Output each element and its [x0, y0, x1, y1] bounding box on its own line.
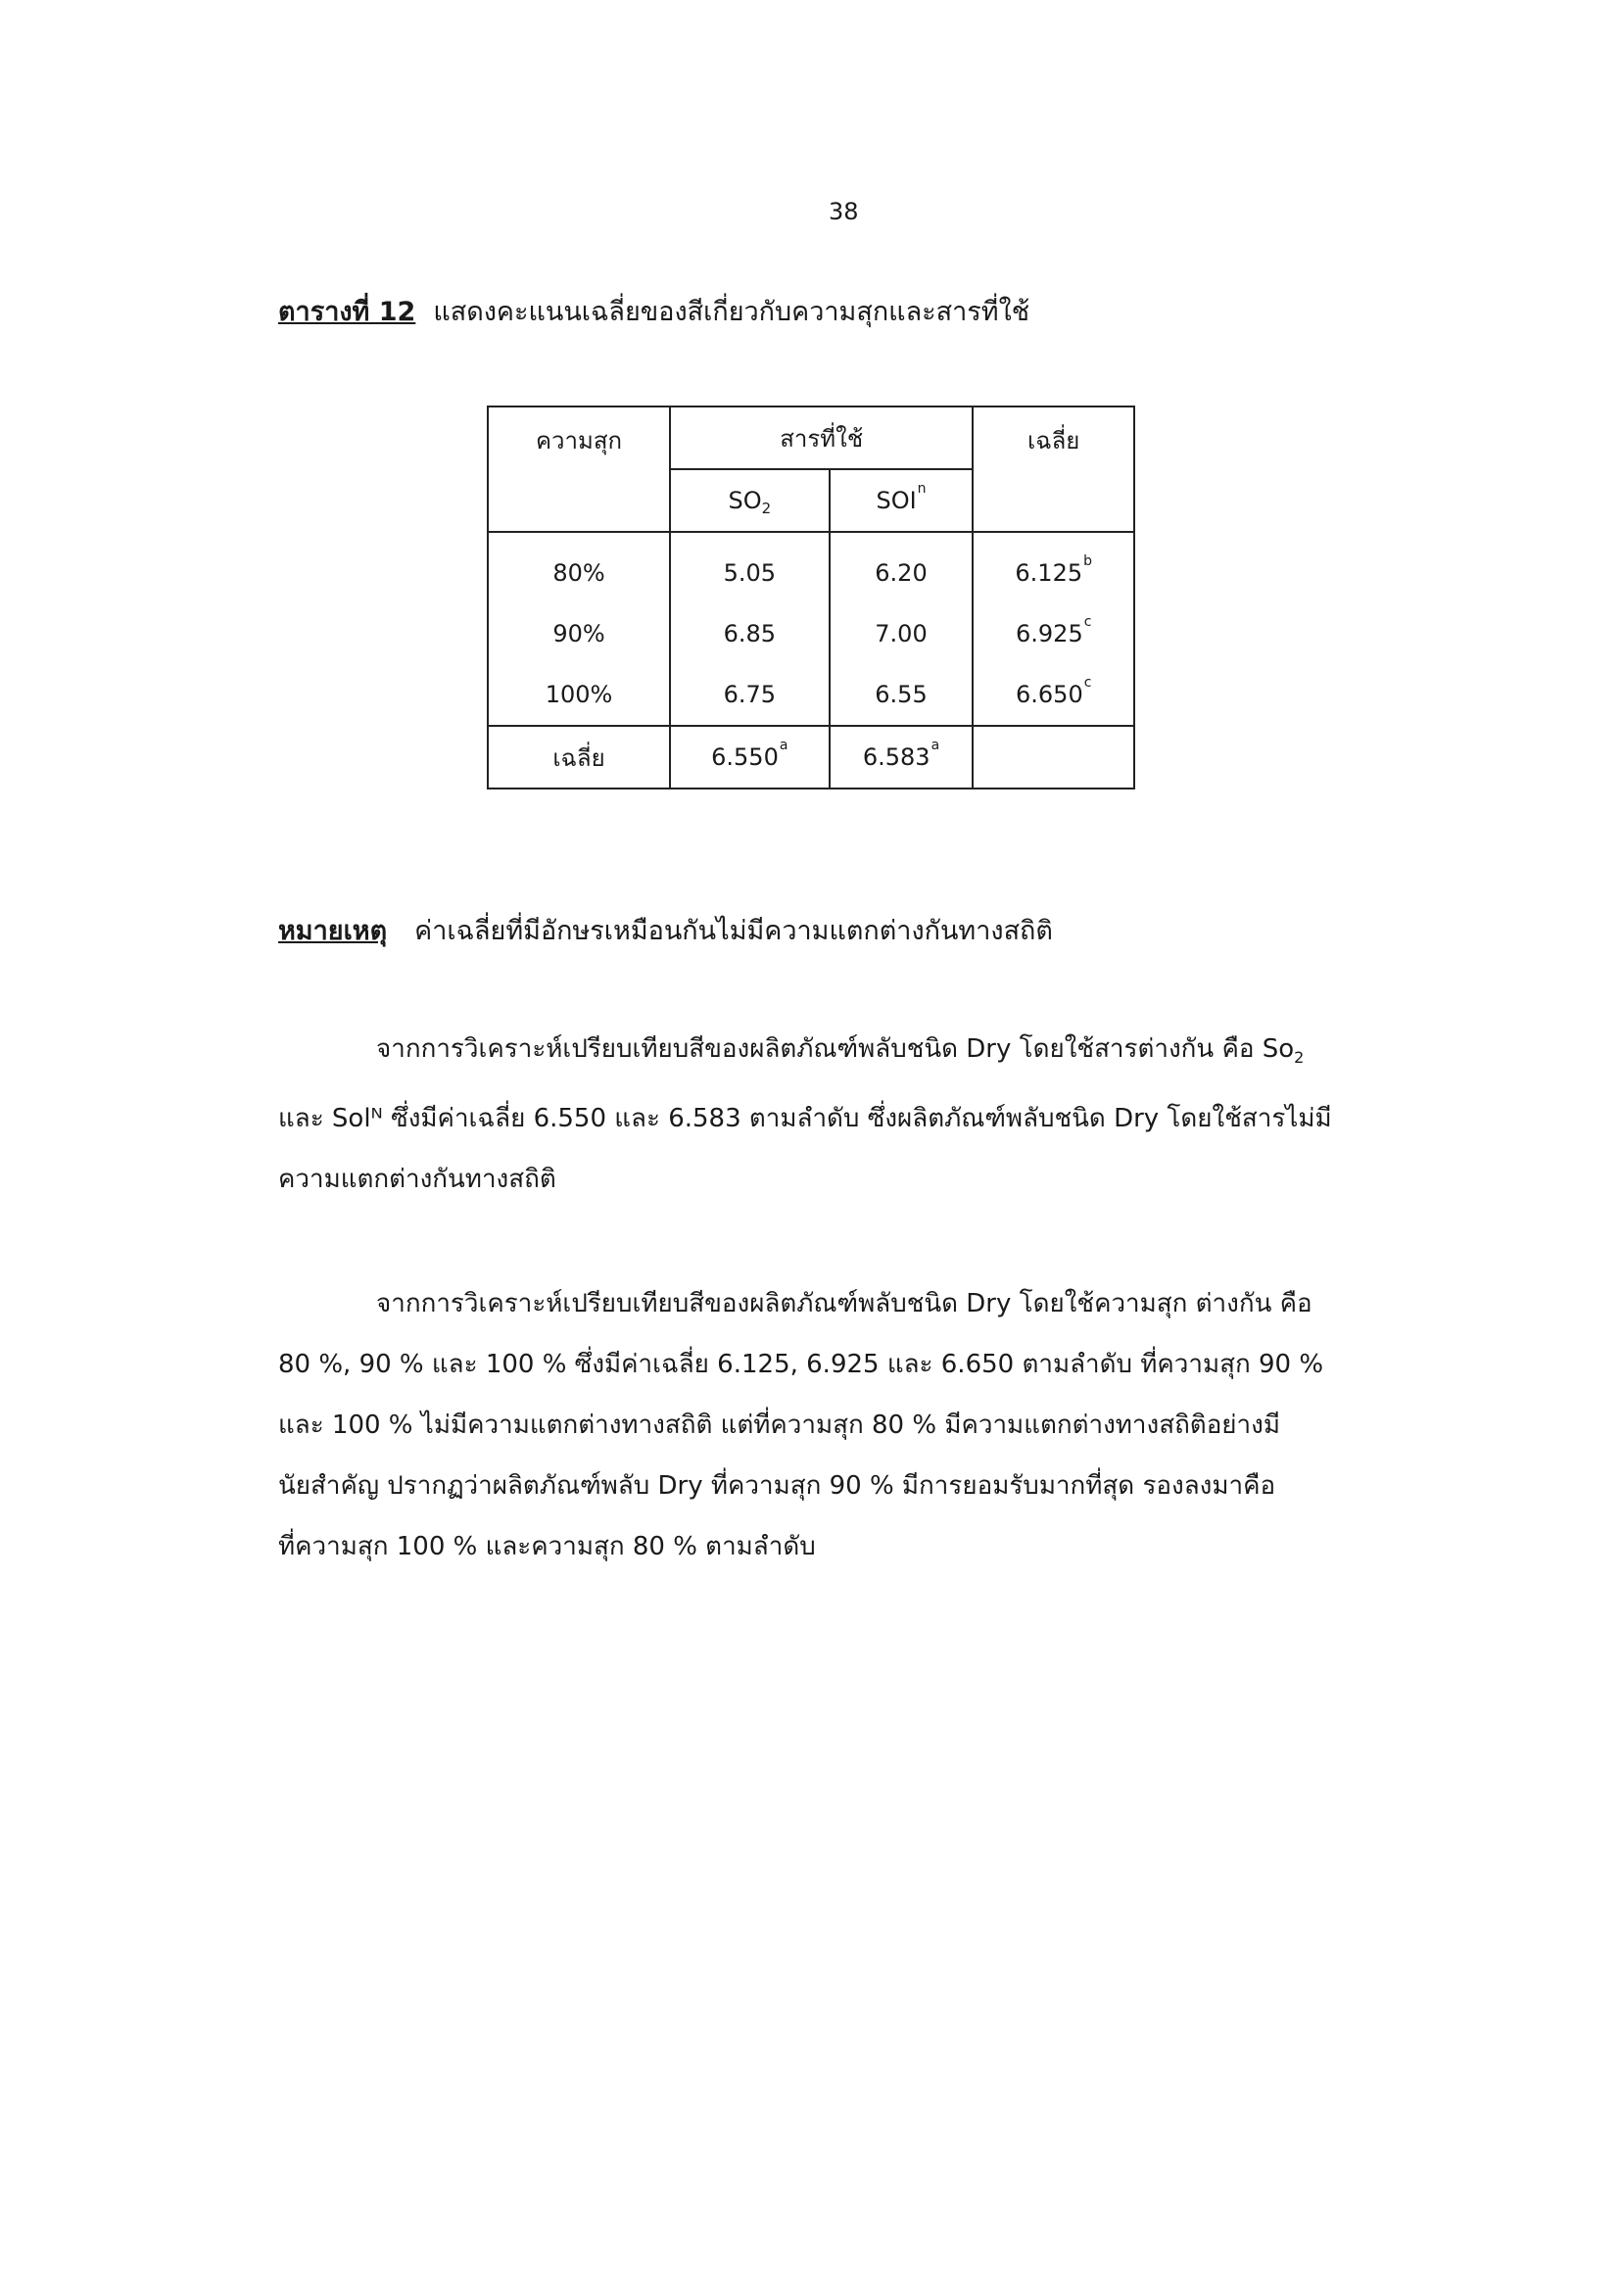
cell-soi: 6.55	[830, 664, 974, 726]
cell-soi: 6.20	[830, 532, 974, 603]
paragraph-2	[278, 1273, 1405, 1577]
table-row	[488, 603, 1134, 664]
cell-mean	[973, 532, 1134, 603]
mean-value: 6.650	[1016, 681, 1083, 708]
table-caption-label: ตารางที่ 12	[278, 297, 416, 327]
footer-empty	[973, 726, 1134, 789]
footer-soi-mark: a	[930, 738, 940, 753]
footnote	[278, 909, 1053, 951]
so2-base: SO	[728, 487, 762, 514]
cell-mean	[973, 603, 1134, 664]
mean-mark: b	[1083, 553, 1093, 569]
footer-label: เฉลี่ย	[488, 726, 670, 789]
paragraph-line: ความแตกต่างกันทางสถิติ	[278, 1165, 556, 1195]
mean-mark: c	[1083, 675, 1092, 691]
table-caption-text: แสดงคะแนนเฉลี่ยของสีเกี่ยวกับความสุกและสารที่ใช้	[433, 297, 1030, 327]
cell-so2: 5.05	[670, 532, 830, 603]
footer-soi-value: 6.583	[862, 743, 930, 771]
so2-subscript: 2	[1294, 1048, 1305, 1068]
paragraph-line: และ Solᴺ ซึ่งมีค่าเฉลี่ย 6.550 และ 6.583 ตามลำดับ ซึ่งผลิตภัณฑ์พลับชนิด Dry โดยใช้สารไม่มี	[278, 1104, 1332, 1134]
header-substance: สารที่ใช้	[670, 407, 973, 469]
header-ripeness: ความสุก	[488, 407, 670, 532]
cell-ripeness: 90%	[488, 603, 670, 664]
mean-value: 6.125	[1015, 559, 1083, 587]
footer-soi	[830, 726, 974, 789]
cell-soi: 7.00	[830, 603, 974, 664]
cell-so2: 6.75	[670, 664, 830, 726]
cell-ripeness: 100%	[488, 664, 670, 726]
table-header-row	[488, 407, 1134, 469]
paragraph-line: นัยสำคัญ ปรากฏว่าผลิตภัณฑ์พลับ Dry ที่ความสุก 90 % มีการยอมรับมากที่สุด รองลงมาคือ	[278, 1471, 1276, 1501]
footnote-label: หมายเหตุ	[278, 916, 388, 946]
paragraph-1	[278, 1019, 1405, 1210]
paragraph-text: จากการวิเคราะห์เปรียบเทียบสีของผลิตภัณฑ์พลับชนิด Dry โดยใช้สารต่างกัน คือ So	[376, 1034, 1295, 1064]
table-caption	[278, 290, 1029, 332]
cell-mean	[973, 664, 1134, 726]
paragraph-line: จากการวิเคราะห์เปรียบเทียบสีของผลิตภัณฑ์พลับชนิด Dry โดยใช้ความสุก ต่างกัน คือ	[376, 1289, 1312, 1318]
header-mean: เฉลี่ย	[973, 407, 1134, 532]
table-row	[488, 532, 1134, 603]
paragraph-line: 80 %, 90 % และ 100 % ซึ่งมีค่าเฉลี่ย 6.125, 6.925 และ 6.650 ตามลำดับ ที่ความสุก 90 %	[278, 1350, 1324, 1379]
soi-mark: n	[917, 481, 927, 497]
page-number: 38	[829, 198, 859, 225]
mean-value: 6.925	[1016, 620, 1083, 647]
data-table	[487, 406, 1135, 789]
so2-index: 2	[761, 500, 772, 517]
footer-so2-mark: a	[779, 738, 788, 753]
table-row	[488, 664, 1134, 726]
paragraph-line: และ 100 % ไม่มีความแตกต่างทางสถิติ แต่ที่ความสุก 80 % มีความแตกต่างทางสถิติอย่างมี	[278, 1411, 1280, 1440]
mean-mark: c	[1083, 614, 1092, 630]
footnote-text: ค่าเฉลี่ยที่มีอักษรเหมือนกันไม่มีความแตกต่างกันทางสถิติ	[414, 916, 1053, 946]
subheader-soi	[830, 469, 974, 532]
cell-ripeness: 80%	[488, 532, 670, 603]
footer-so2-value: 6.550	[711, 743, 779, 771]
subheader-so2	[670, 469, 830, 532]
cell-so2: 6.85	[670, 603, 830, 664]
soi-base: SOI	[876, 487, 917, 514]
table-footer-row	[488, 726, 1134, 789]
paragraph-line: ที่ความสุก 100 % และความสุก 80 % ตามลำดับ	[278, 1532, 816, 1561]
paragraph-line	[278, 1019, 1405, 1088]
footer-so2	[670, 726, 830, 789]
